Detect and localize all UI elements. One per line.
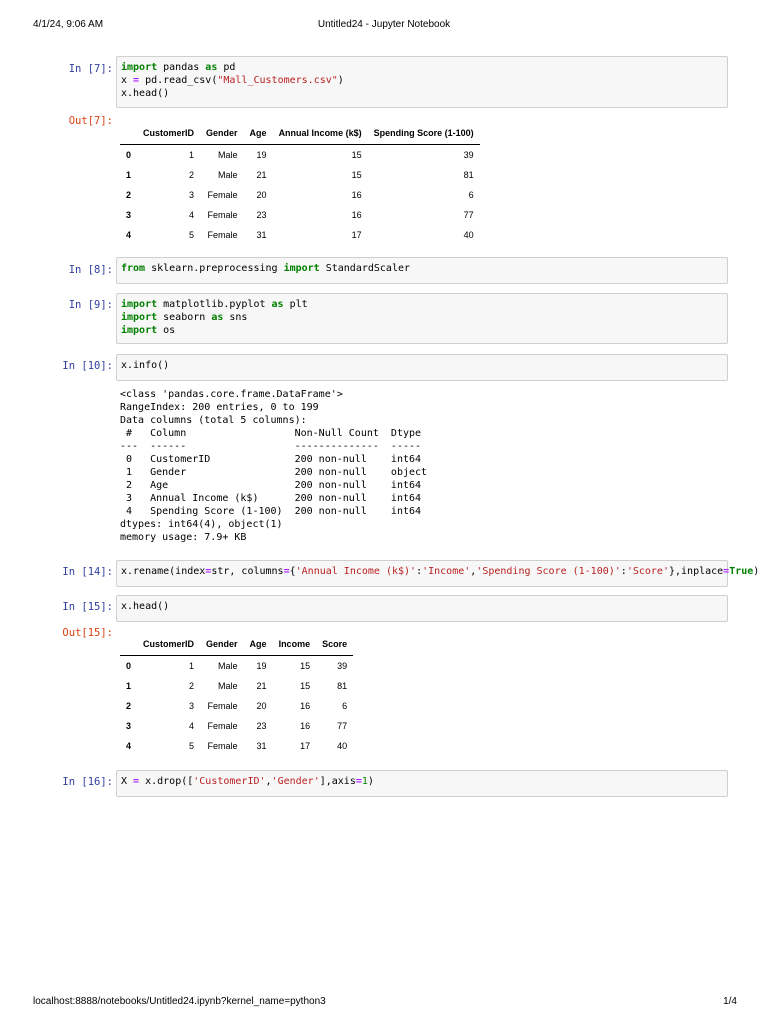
row-index: 2 — [126, 701, 132, 711]
table-cell: 21 — [256, 681, 267, 691]
table-cell: 15 — [300, 681, 311, 691]
input-prompt: In [10]: — [62, 360, 113, 372]
page-title: Untitled24 - Jupyter Notebook — [317, 19, 451, 30]
table-cell: Male — [218, 661, 238, 671]
table-cell: 4 — [189, 721, 195, 731]
table-cell: 15 — [351, 170, 362, 180]
table-cell: 21 — [256, 170, 267, 180]
code-line: import matplotlib.pyplot as plt — [121, 299, 308, 310]
table-cell: 6 — [342, 701, 348, 711]
code-line: x = pd.read_csv("Mall_Customers.csv") — [121, 75, 344, 86]
table-cell: 3 — [189, 190, 195, 200]
code-line: x.info() — [121, 360, 170, 371]
column-header: Score — [316, 633, 353, 656]
table-cell: 2 — [189, 170, 195, 180]
column-header: Age — [244, 122, 273, 145]
code-input-area[interactable] — [116, 595, 728, 622]
code-line: x.head() — [121, 88, 170, 99]
column-header: Income — [273, 633, 317, 656]
column-header: CustomerID — [137, 122, 200, 145]
table-cell: Female — [207, 190, 238, 200]
table-cell: 17 — [300, 741, 311, 751]
table-cell: 77 — [463, 210, 474, 220]
table-cell: 16 — [351, 210, 362, 220]
column-header: Age — [244, 633, 273, 656]
dataframe-table — [120, 122, 480, 245]
code-line: x.head() — [121, 601, 170, 612]
table-cell: 39 — [463, 150, 474, 160]
row-index: 4 — [126, 230, 132, 240]
table-header-row — [120, 633, 353, 656]
row-index: 3 — [126, 721, 132, 731]
table-cell: 81 — [337, 681, 348, 691]
table-cell: 3 — [189, 701, 195, 711]
table-cell: Female — [207, 701, 238, 711]
code-editor[interactable] — [117, 596, 727, 617]
output-prompt: Out[7]: — [68, 115, 113, 127]
code-editor[interactable] — [117, 57, 727, 104]
table-cell: Male — [218, 681, 238, 691]
row-index: 1 — [126, 681, 132, 691]
code-input-area[interactable] — [116, 293, 728, 344]
table-cell: 31 — [256, 741, 267, 751]
table-row — [120, 676, 353, 696]
table-cell: 15 — [351, 150, 362, 160]
input-prompt: In [14]: — [62, 566, 113, 578]
code-input-area[interactable] — [116, 770, 728, 797]
code-editor[interactable] — [117, 561, 760, 582]
table-cell: Female — [207, 741, 238, 751]
column-header: Gender — [200, 122, 244, 145]
table-cell: 19 — [256, 661, 267, 671]
table-cell: 39 — [337, 661, 348, 671]
table-cell: 17 — [351, 230, 362, 240]
table-cell: 19 — [256, 150, 267, 160]
code-input-area[interactable] — [116, 56, 728, 108]
column-header: Spending Score (1-100) — [368, 122, 480, 145]
stdout-output: <class 'pandas.core.frame.DataFrame'> RangeIndex: 200 entries, 0 to 199 Data columns (total 5 columns): # Column Non-Null Count Dtype --- ------ -------------- ----- 0 CustomerID 200 non-null int64 1 Gender 200 non-null object 2 Age 200 non-null int64 3 Annual Income (k$) 200 non-null int64 4 Spending Score (1-100) 200 non-null int64 dtypes: int64(4), object(1) memory usage: 7.9+ KB — [120, 389, 428, 543]
code-input-area[interactable] — [116, 257, 728, 284]
code-input-area[interactable] — [116, 354, 728, 381]
input-prompt: In [9]: — [68, 299, 113, 311]
table-cell: 40 — [337, 741, 348, 751]
table-cell: 2 — [189, 681, 195, 691]
code-line: x.rename(index=str, columns={'Annual Income (k$)':'Income','Spending Score (1-100)':'Score'},inplace=True) — [121, 566, 760, 577]
table-header-row — [120, 122, 480, 145]
table-cell: Female — [207, 721, 238, 731]
code-line: from sklearn.preprocessing import StandardScaler — [121, 263, 411, 274]
input-prompt: In [8]: — [68, 264, 113, 276]
row-index: 3 — [126, 210, 132, 220]
code-editor[interactable] — [117, 771, 727, 792]
row-index: 0 — [126, 150, 132, 160]
row-index: 2 — [126, 190, 132, 200]
code-editor[interactable] — [117, 355, 727, 376]
table-cell: 23 — [256, 210, 267, 220]
table-cell: Female — [207, 210, 238, 220]
table-cell: Male — [218, 150, 238, 160]
code-line: import os — [121, 325, 176, 336]
row-index: 4 — [126, 741, 132, 751]
table-row — [120, 145, 480, 166]
table-cell: 6 — [468, 190, 474, 200]
table-row — [120, 225, 480, 245]
table-row — [120, 185, 480, 205]
table-cell: 1 — [189, 150, 195, 160]
table-cell: 77 — [337, 721, 348, 731]
table-cell: 40 — [463, 230, 474, 240]
table-row — [120, 716, 353, 736]
table-cell: 4 — [189, 210, 195, 220]
table-row — [120, 656, 353, 677]
print-datetime: 4/1/24, 9:06 AM — [33, 19, 104, 30]
table-cell: Female — [207, 230, 238, 240]
input-prompt: In [16]: — [62, 776, 113, 788]
index-header — [120, 122, 137, 145]
code-input-area[interactable] — [116, 560, 760, 587]
page-number: 1/4 — [723, 996, 737, 1007]
table-cell: 15 — [300, 661, 311, 671]
table-cell: 1 — [189, 661, 195, 671]
table-cell: 20 — [256, 190, 267, 200]
row-index: 1 — [126, 170, 132, 180]
column-header: CustomerID — [137, 633, 200, 656]
table-row — [120, 696, 353, 716]
code-editor[interactable] — [117, 294, 727, 341]
table-cell: Male — [218, 170, 238, 180]
table-cell: 5 — [189, 230, 195, 240]
table-cell: 16 — [300, 701, 311, 711]
column-header: Gender — [200, 633, 244, 656]
index-header — [120, 633, 137, 656]
table-cell: 23 — [256, 721, 267, 731]
table-row — [120, 165, 480, 185]
table-cell: 20 — [256, 701, 267, 711]
dataframe-table — [120, 633, 353, 756]
table-cell: 16 — [351, 190, 362, 200]
row-index: 0 — [126, 661, 132, 671]
column-header: Annual Income (k$) — [273, 122, 368, 145]
table-row — [120, 205, 480, 225]
code-line: import pandas as pd — [121, 62, 236, 73]
code-line: X = x.drop(['CustomerID','Gender'],axis=1) — [121, 776, 374, 787]
code-line: import seaborn as sns — [121, 312, 248, 323]
table-row — [120, 736, 353, 756]
output-prompt: Out[15]: — [62, 627, 113, 639]
code-editor[interactable] — [117, 258, 727, 279]
input-prompt: In [15]: — [62, 601, 113, 613]
page-url: localhost:8888/notebooks/Untitled24.ipynb?kernel_name=python3 — [33, 996, 326, 1007]
table-cell: 81 — [463, 170, 474, 180]
table-cell: 31 — [256, 230, 267, 240]
table-cell: 5 — [189, 741, 195, 751]
table-cell: 16 — [300, 721, 311, 731]
input-prompt: In [7]: — [68, 63, 113, 75]
